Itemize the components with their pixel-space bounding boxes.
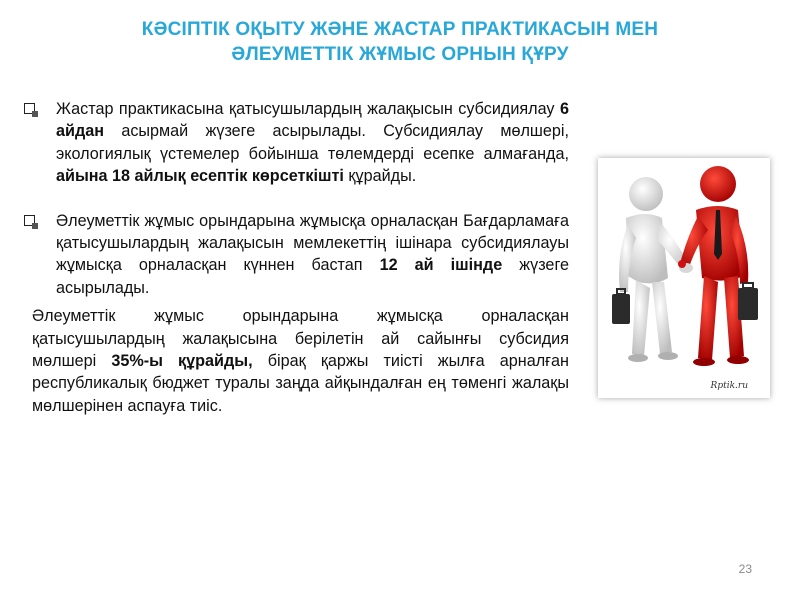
bullet2-bold-1: 12 ай ішінде	[379, 256, 503, 275]
bullet1-text-2: асырмай жүзеге асырылады. Субсидиялау мөлшері, экологиялық үстемелер бойынша төлемдерді есепке алмағанда,	[56, 122, 569, 163]
bullet1-bold-2: айына 18 айлық есептік көрсеткішті	[56, 167, 344, 186]
briefcase-left-icon	[612, 289, 630, 324]
handshake-picture	[598, 158, 770, 398]
para3-text-1: Әлеуметтік жұмыс орындарына жұмысқа орналасқан қатысушылардың жалақысына берілетін ай сайынғы субсидия мөлшері	[32, 307, 569, 371]
slide-body	[24, 98, 569, 417]
handshake-illustration	[598, 158, 770, 398]
para3-text-2: бірақ қаржы тиісті жылға арналған республикалық бюджет туралы заңда айқындалған ең төменгі жалақы мөлшерінен аспауға тиіс.	[32, 352, 569, 415]
briefcase-right-icon	[738, 283, 758, 320]
bullet1-text-3: құрайды.	[343, 167, 417, 186]
paragraph-subsidy-amount	[24, 305, 569, 417]
bullet2-text-2: жүзеге асырылады.	[56, 256, 569, 297]
para3-bold-1: 35%-ы құрайды,	[111, 352, 253, 371]
slide-title-line-1: КӘСІПТІК ОҚЫТУ ЖӘНЕ ЖАСТАР ПРАКТИКАСЫН МЕН	[141, 19, 659, 40]
bullet1-text-1: Жастар практикасына қатысушылардың жалақысын субсидиялау	[56, 100, 560, 118]
slide-title-line-2: ӘЛЕУМЕТТІК ЖҰМЫС ОРНЫН ҚҰРУ	[231, 44, 569, 65]
image-watermark: Rptik.ru	[710, 381, 748, 391]
checkbox-bullet-icon	[24, 215, 35, 226]
page-number: 23	[738, 562, 752, 576]
checkbox-bullet-icon	[24, 103, 35, 114]
bullet-item-youth-practice	[24, 98, 569, 188]
bullet2-text-1: Әлеуметтік жұмыс орындарына жұмысқа орналасқан Бағдарламаға қатысушылардың жалақысын мемлекеттің ішінара субсидиялауы жұмысқа орналасқан күннен бастап	[56, 211, 569, 275]
bullet-item-social-jobs	[24, 210, 569, 300]
bullet1-bold-1: 6 айдан	[56, 100, 569, 141]
slide-title	[30, 17, 770, 67]
